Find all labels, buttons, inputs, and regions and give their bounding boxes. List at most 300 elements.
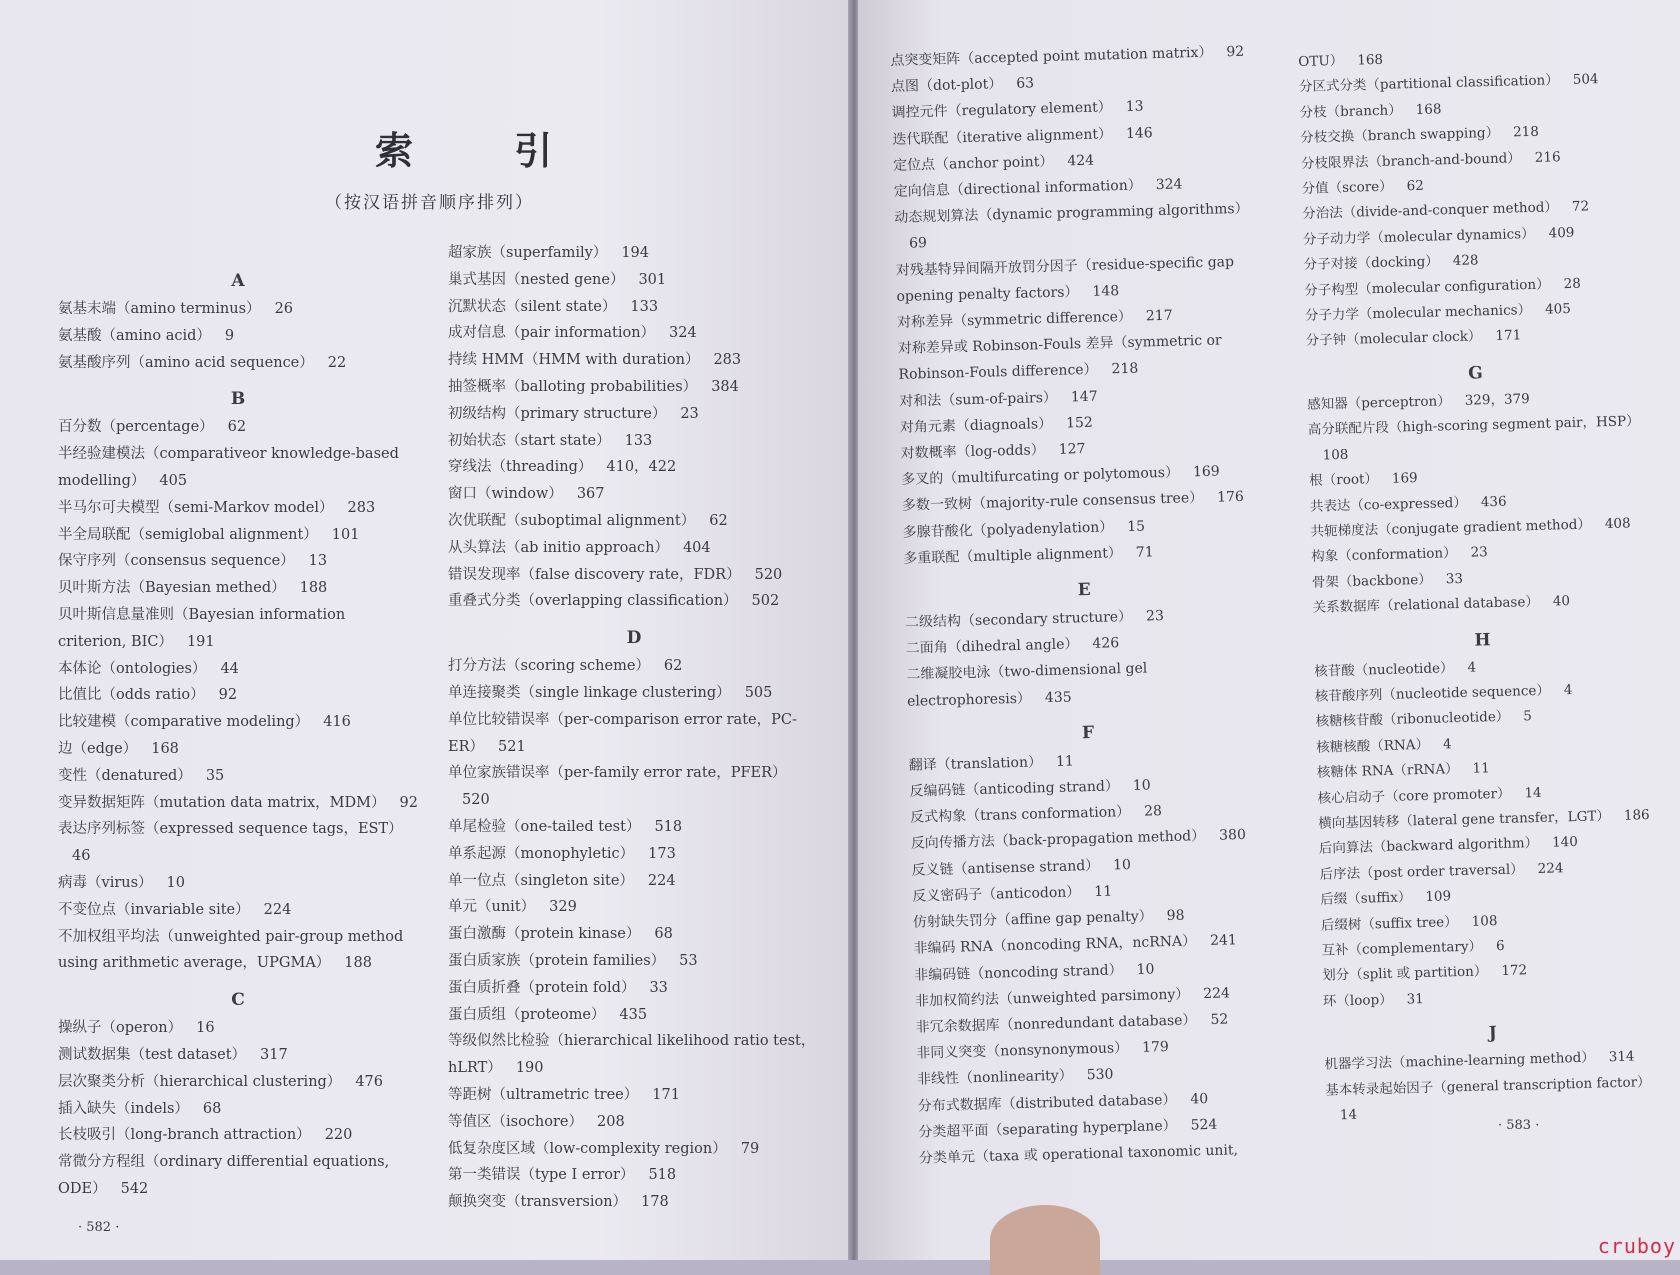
entry-page: 518 — [654, 819, 682, 835]
section-letter: E — [904, 562, 1265, 609]
index-entry — [448, 948, 820, 975]
entry-page: 11 — [1056, 753, 1074, 769]
entry-page: 31 — [1406, 991, 1424, 1007]
index-title: 索 引 — [375, 120, 596, 175]
entry-term: 翻译（translation） — [909, 754, 1043, 773]
entry-term: 二维凝胶电泳（two-dimensional gel electrophoresis） — [906, 661, 1147, 709]
index-column-2 — [448, 240, 820, 1216]
index-entry — [448, 894, 820, 921]
entry-term: 成对信息（pair information） — [448, 325, 655, 341]
entry-page: 109 — [1425, 888, 1451, 905]
index-entry — [448, 1082, 820, 1109]
index-entry — [448, 1189, 820, 1216]
entry-page: 146 — [1126, 125, 1153, 142]
entry-term: 非编码 RNA（noncoding RNA，ncRNA） — [913, 934, 1196, 957]
entry-term: 分子构型（molecular configuration） — [1304, 276, 1550, 298]
entry-term: 初始状态（start state） — [448, 433, 611, 449]
index-entry — [58, 522, 418, 549]
entry-term: 变性（denatured） — [58, 768, 192, 784]
index-entry — [894, 196, 1255, 258]
index-entry — [58, 414, 418, 441]
entry-term: 定位点（anchor point） — [893, 154, 1054, 174]
entry-page: 72 — [1572, 199, 1590, 215]
entry-page: 68 — [203, 1101, 221, 1117]
entry-term: 后向算法（backward algorithm） — [1319, 835, 1539, 857]
entry-page: 186 — [1624, 807, 1650, 824]
index-column-4 — [1298, 41, 1664, 1129]
entry-page: 22 — [328, 355, 346, 371]
entry-term: 后缀（suffix） — [1320, 890, 1412, 908]
entry-term: 初级结构（primary structure） — [448, 406, 666, 422]
index-entry — [58, 656, 418, 683]
entry-page: 384 — [711, 379, 739, 395]
entry-page: 179 — [1142, 1039, 1169, 1056]
entry-term: 单位比较错误率（per-comparison error rate，PC-ER） — [448, 712, 797, 755]
entry-term: 单连接聚类（single linkage clustering） — [448, 685, 731, 701]
index-entry — [448, 240, 820, 267]
entry-page: 324 — [669, 325, 697, 341]
entry-term: 分类超平面（separating hyperplane） — [918, 1118, 1177, 1141]
entry-page: 224 — [1537, 860, 1563, 877]
index-entry — [58, 736, 418, 763]
entry-page: 14 — [1340, 1107, 1358, 1123]
entry-term: 分枝限界法（branch-and-bound） — [1301, 150, 1521, 172]
entry-page: 10 — [1133, 778, 1151, 794]
entry-page: 424 — [1067, 153, 1094, 170]
entry-term: 持续 HMM（HMM with duration） — [448, 352, 699, 368]
entry-page: 524 — [1190, 1117, 1217, 1134]
entry-page: 416 — [323, 714, 351, 730]
entry-page: 16 — [196, 1020, 214, 1036]
entry-term: 氨基酸（amino acid） — [58, 328, 211, 344]
entry-page: 241 — [1210, 933, 1237, 950]
index-entry — [58, 495, 418, 522]
entry-page: 520 — [755, 567, 783, 583]
left-page-number: · 582 · — [78, 1220, 119, 1235]
entry-term: 长枝吸引（long-branch attraction） — [58, 1127, 311, 1143]
entry-term: 抽签概率（balloting probabilities） — [448, 379, 697, 395]
index-entry — [448, 680, 820, 707]
entry-page: 435 — [1045, 689, 1072, 706]
index-entry — [448, 841, 820, 868]
entry-term: 根（root） — [1309, 471, 1378, 489]
index-entry — [58, 575, 418, 602]
entry-page: 33 — [649, 980, 667, 996]
entry-term: 分子钟（molecular clock） — [1305, 329, 1481, 350]
entry-term: 等距树（ultrametric tree） — [448, 1087, 638, 1103]
entry-page: 71 — [1136, 544, 1154, 560]
entry-page: 62 — [1406, 178, 1424, 194]
entry-page: 69 — [909, 236, 927, 252]
entry-term: 比较建模（comparative modeling） — [58, 714, 309, 730]
entry-term: 多重联配（multiple alignment） — [903, 545, 1122, 567]
index-entry — [58, 441, 418, 495]
entry-page: 92 — [1226, 44, 1244, 60]
entry-page: 329 — [549, 899, 577, 915]
index-entry — [58, 548, 418, 575]
entry-page: 62 — [228, 419, 246, 435]
right-page-number: · 583 · — [1498, 1118, 1539, 1133]
entry-term: 非同义突变（nonsynonymous） — [916, 1040, 1128, 1062]
section-letter: C — [58, 977, 418, 1015]
entry-page: 4 — [1443, 736, 1452, 752]
entry-term: 蛋白质家族（protein families） — [448, 953, 665, 969]
entry-page: 224 — [1203, 985, 1230, 1002]
entry-page: 188 — [300, 580, 328, 596]
thumb — [990, 1205, 1100, 1275]
index-entry — [448, 1162, 820, 1189]
entry-page: 172 — [1501, 963, 1527, 980]
entry-term: 病毒（virus） — [58, 875, 153, 891]
entry-term: 分区式分类（partitional classification） — [1299, 73, 1559, 96]
entry-page: 10 — [1136, 961, 1154, 977]
index-entry — [906, 653, 1267, 715]
entry-term: 沉默状态（silent state） — [448, 299, 616, 315]
entry-page: 404 — [683, 540, 711, 556]
index-entry — [448, 760, 820, 814]
entry-page: 216 — [1535, 149, 1561, 166]
entry-page: 171 — [1495, 328, 1521, 345]
entry-page: 5 — [1523, 708, 1532, 724]
index-entry — [58, 1042, 418, 1069]
index-entry — [448, 707, 820, 761]
index-entry — [58, 924, 418, 978]
entry-term: 分治法（divide-and-conquer method） — [1302, 200, 1558, 223]
entry-term: 穿线法（threading） — [448, 459, 592, 475]
entry-term: 分子力学（molecular mechanics） — [1305, 302, 1532, 324]
entry-page: 127 — [1059, 441, 1086, 458]
entry-page: 9 — [225, 328, 234, 344]
entry-term: 多数一致树（majority-rule consensus tree） — [902, 490, 1204, 514]
entry-term: 等值区（isochore） — [448, 1114, 583, 1130]
index-column-3 — [890, 39, 1279, 1172]
entry-term: 不变位点（invariable site） — [58, 902, 250, 918]
entry-term: 低复杂度区域（low-complexity region） — [448, 1141, 727, 1157]
entry-term: 关系数据库（relational database） — [1312, 594, 1539, 616]
index-entry — [58, 763, 418, 790]
entry-term: 半全局联配（semiglobal alignment） — [58, 527, 318, 543]
entry-term: 后缀树（suffix tree） — [1321, 914, 1458, 934]
entry-page: 140 — [1552, 834, 1578, 851]
entry-term: 仿射缺失罚分（affine gap penalty） — [913, 909, 1153, 931]
index-entry — [58, 682, 418, 709]
entry-page: 380 — [1219, 827, 1246, 844]
entry-page: 218 — [1513, 124, 1539, 141]
entry-term: 不加权组平均法（unweighted pair-group method using arithmetic average，UPGMA） — [58, 929, 403, 972]
entry-page: 28 — [1563, 275, 1581, 291]
entry-term: 非加权简约法（unweighted parsimony） — [915, 986, 1190, 1009]
section-letter: F — [907, 705, 1268, 752]
entry-term: 共轭梯度法（conjugate gradient method） — [1310, 516, 1591, 539]
entry-page: 217 — [1146, 308, 1173, 325]
entry-term: 次优联配（suboptimal alignment） — [448, 513, 695, 529]
entry-page: 283 — [348, 500, 376, 516]
index-entry — [58, 296, 418, 323]
entry-page: 6 — [1496, 938, 1505, 954]
index-entry — [448, 294, 820, 321]
entry-term: 重叠式分类（overlapping classification） — [448, 593, 738, 609]
entry-page: 518 — [648, 1167, 676, 1183]
entry-page: 367 — [577, 486, 605, 502]
entry-term: 氨基末端（amino terminus） — [58, 301, 261, 317]
entry-page: 208 — [597, 1114, 625, 1130]
index-entry — [58, 602, 418, 656]
entry-page: 178 — [641, 1194, 669, 1210]
index-entry — [448, 653, 820, 680]
entry-page: 502 — [752, 593, 780, 609]
entry-term: 骨架（backbone） — [1312, 571, 1432, 590]
entry-page: 13 — [309, 553, 327, 569]
index-entry — [448, 401, 820, 428]
index-entry — [448, 975, 820, 1002]
entry-term: 本体论（ontologies） — [58, 661, 206, 677]
entry-term: 单元（unit） — [448, 899, 535, 915]
entry-page: 26 — [275, 301, 293, 317]
entry-page: 14 — [1524, 784, 1542, 800]
entry-page: 435 — [619, 1007, 647, 1023]
entry-page: 108 — [1471, 913, 1497, 930]
entry-term: 分子动力学（molecular dynamics） — [1303, 226, 1535, 248]
entry-page: 220 — [325, 1127, 353, 1143]
entry-term: 非冗余数据库（nonredundant database） — [915, 1012, 1196, 1035]
entry-term: 构象（conformation） — [1311, 545, 1457, 565]
section-letter: D — [448, 615, 820, 653]
entry-page: 33 — [1446, 571, 1464, 587]
entry-term: 动态规划算法（dynamic programming algorithms） — [894, 201, 1249, 226]
index-entry — [448, 347, 820, 374]
entry-page: 542 — [121, 1181, 149, 1197]
entry-term: 核苷酸序列（nucleotide sequence） — [1315, 683, 1550, 705]
entry-page: 147 — [1071, 388, 1098, 405]
index-column-1 — [58, 258, 418, 1203]
entry-page: 62 — [664, 658, 682, 674]
entry-page: 133 — [630, 299, 658, 315]
entry-term: 感知器（perceptron） — [1307, 393, 1451, 413]
entry-term: 对残基特异间隔开放罚分因子（residue-specific gap opening penalty factors） — [896, 254, 1235, 305]
entry-term: 错误发现率（false discovery rate，FDR） — [448, 567, 741, 583]
entry-page: 13 — [1126, 99, 1144, 115]
entry-term: 单位家族错误率（per-family error rate，PFER） — [448, 765, 787, 781]
index-entry — [58, 1122, 418, 1149]
entry-page: 194 — [621, 245, 649, 261]
entry-term: 蛋白质折叠（protein fold） — [448, 980, 635, 996]
entry-term: 核糖核酸（RNA） — [1316, 737, 1429, 756]
entry-term: 二级结构（secondary structure） — [905, 609, 1132, 631]
entry-page: 426 — [1092, 635, 1119, 652]
entry-page: 168 — [151, 741, 179, 757]
entry-term: 从头算法（ab initio approach） — [448, 540, 669, 556]
entry-page: 410，422 — [606, 459, 676, 475]
entry-page: 10 — [167, 875, 185, 891]
entry-term: 测试数据集（test dataset） — [58, 1047, 246, 1063]
entry-page: 11 — [1094, 883, 1112, 899]
entry-term: 超家族（superfamily） — [448, 245, 607, 261]
entry-page: 53 — [679, 953, 697, 969]
index-entry — [448, 921, 820, 948]
entry-page: 92 — [400, 795, 418, 811]
section-letter: B — [58, 376, 418, 414]
entry-page: 224 — [264, 902, 292, 918]
entry-term: 反式构象（trans conformation） — [910, 804, 1130, 826]
index-entry — [58, 323, 418, 350]
entry-page: 23 — [1470, 545, 1488, 561]
entry-page: 408 — [1605, 515, 1631, 532]
entry-term: 单一位点（singleton site） — [448, 873, 634, 889]
entry-page: 171 — [652, 1087, 680, 1103]
entry-page: 23 — [680, 406, 698, 422]
entry-term: 贝叶斯方法（Bayesian methed） — [58, 580, 286, 596]
entry-term: 分值（score） — [1301, 179, 1392, 197]
entry-term: 后序法（post order traversal） — [1319, 861, 1524, 882]
entry-term: 分枝交换（branch swapping） — [1300, 125, 1499, 146]
entry-term: 比值比（odds ratio） — [58, 687, 205, 703]
index-entry — [58, 1069, 418, 1096]
entry-page: 301 — [638, 272, 666, 288]
entry-term: 非编码链（noncoding strand） — [914, 962, 1123, 983]
entry-page: 190 — [516, 1060, 544, 1076]
entry-page: 224 — [648, 873, 676, 889]
entry-page: 314 — [1609, 1049, 1635, 1066]
entry-term: 核糖核苷酸（ribonucleotide） — [1315, 709, 1509, 730]
section-letter: J — [1323, 1006, 1662, 1053]
index-entry — [448, 508, 820, 535]
entry-page: 11 — [1472, 760, 1490, 776]
entry-term: 表达序列标签（expressed sequence tags，EST） — [58, 821, 403, 837]
index-entry — [58, 1149, 418, 1203]
section-letter: G — [1306, 346, 1645, 393]
entry-term: 互补（complementary） — [1321, 938, 1482, 958]
entry-page: 530 — [1087, 1067, 1114, 1084]
index-entry — [448, 267, 820, 294]
index-entry — [898, 327, 1259, 389]
entry-page: 409 — [1548, 225, 1574, 242]
entry-page: 28 — [1144, 803, 1162, 819]
entry-term: 二面角（dihedral angle） — [906, 637, 1079, 658]
entry-page: 79 — [741, 1141, 759, 1157]
entry-term: 巢式基因（nested gene） — [448, 272, 624, 288]
entry-term: 颠换突变（transversion） — [448, 1194, 627, 1210]
entry-term: 第一类错误（type I error） — [448, 1167, 634, 1183]
entry-term: 等级似然比检验（hierarchical likelihood ratio test，hLRT） — [448, 1033, 815, 1076]
entry-page: 169 — [1193, 464, 1220, 481]
entry-page: 152 — [1066, 415, 1093, 432]
entry-term: 对称差异或 Robinson-Fouls 差异（symmetric or Robinson-Fouls difference） — [898, 333, 1222, 384]
entry-term: 反编码链（anticoding strand） — [909, 778, 1119, 799]
entry-page: 436 — [1481, 493, 1507, 510]
entry-term: 分子对接（docking） — [1303, 254, 1439, 274]
entry-term: 基本转录起始因子（general transcription factor） — [1325, 1074, 1651, 1099]
entry-page: 15 — [1127, 518, 1145, 534]
entry-page: 4 — [1564, 682, 1573, 698]
entry-page: 40 — [1553, 593, 1571, 609]
index-entry — [448, 320, 820, 347]
entry-term: 划分（split 或 partition） — [1322, 964, 1488, 984]
index-entry — [448, 374, 820, 401]
entry-term: 横向基因转移（lateral gene transfer，LGT） — [1318, 808, 1610, 832]
entry-page: 317 — [260, 1047, 288, 1063]
entry-term: 多叉的（multifurcating or polytomous） — [901, 465, 1179, 488]
index-entry — [1325, 1069, 1664, 1129]
entry-page: 108 — [1322, 447, 1348, 464]
entry-term: 分枝（branch） — [1299, 102, 1401, 121]
entry-page: 504 — [1573, 72, 1599, 89]
entry-page: 10 — [1113, 857, 1131, 873]
index-entry — [448, 562, 820, 589]
entry-term: 蛋白质组（proteome） — [448, 1007, 605, 1023]
index-subtitle: （按汉语拼音顺序排列） — [325, 188, 534, 213]
entry-term: 调控元件（regulatory element） — [892, 100, 1112, 122]
index-entry — [58, 350, 418, 377]
entry-term: 对和法（sum-of-pairs） — [899, 389, 1057, 409]
entry-page: 191 — [187, 634, 215, 650]
entry-term: 非线性（nonlinearity） — [917, 1068, 1073, 1088]
index-entry — [58, 816, 418, 870]
index-entry — [58, 870, 418, 897]
entry-term: 点突变矩阵（accepted point mutation matrix） — [890, 45, 1212, 69]
entry-page: 324 — [1156, 176, 1183, 193]
entry-term: 半马尔可夫模型（semi-Markov model） — [58, 500, 334, 516]
entry-term: 半经验建模法（comparativeor knowledge-based modelling） — [58, 446, 399, 489]
entry-page: 133 — [625, 433, 653, 449]
index-entry — [448, 1136, 820, 1163]
index-entry — [448, 814, 820, 841]
entry-page: 520 — [462, 792, 490, 808]
entry-page: 283 — [713, 352, 741, 368]
entry-term: 氨基酸序列（amino acid sequence） — [58, 355, 314, 371]
entry-term: 单系起源（monophyletic） — [448, 846, 634, 862]
entry-page: 168 — [1415, 101, 1441, 118]
entry-page: 40 — [1190, 1091, 1208, 1107]
section-letter: H — [1313, 612, 1652, 659]
entry-term: 高分联配片段（high-scoring segment pair，HSP） — [1308, 413, 1640, 438]
entry-term: 蛋白激酶（protein kinase） — [448, 926, 640, 942]
entry-page: 98 — [1166, 908, 1184, 924]
entry-page: 44 — [220, 661, 238, 677]
entry-term: 打分方法（scoring scheme） — [448, 658, 650, 674]
entry-term: 反义链（antisense strand） — [911, 857, 1099, 878]
entry-page: 505 — [745, 685, 773, 701]
index-entry — [448, 454, 820, 481]
index-entry — [448, 428, 820, 455]
entry-term: 保守序列（consensus sequence） — [58, 553, 295, 569]
entry-page: 63 — [1016, 75, 1034, 91]
entry-term: 核糖体 RNA（rRNA） — [1317, 761, 1459, 781]
entry-term: 分布式数据库（distributed database） — [917, 1091, 1176, 1114]
entry-term: 插入缺失（indels） — [58, 1101, 189, 1117]
entry-term: 百分数（percentage） — [58, 419, 214, 435]
entry-page: 46 — [72, 848, 90, 864]
entry-term: 核苷酸（nucleotide） — [1314, 660, 1454, 680]
entry-page: 169 — [1392, 470, 1418, 487]
index-entry — [448, 588, 820, 615]
entry-term: 反向传播方法（back-propagation method） — [911, 829, 1206, 853]
index-entry — [58, 897, 418, 924]
entry-term: 操纵子（operon） — [58, 1020, 182, 1036]
index-entry — [448, 868, 820, 895]
index-entry — [58, 1015, 418, 1042]
entry-page: 35 — [206, 768, 224, 784]
entry-page: 148 — [1092, 283, 1119, 300]
entry-term: 共表达（co-expressed） — [1310, 494, 1467, 514]
entry-term: 边（edge） — [58, 741, 137, 757]
entry-term: 多腺苷酸化（polyadenylation） — [902, 519, 1113, 541]
index-entry — [58, 1096, 418, 1123]
entry-page: 405 — [1545, 301, 1571, 318]
entry-term: 单尾检验（one-tailed test） — [448, 819, 640, 835]
index-entry — [58, 709, 418, 736]
entry-term: 点图（dot-plot） — [891, 76, 1003, 95]
index-entry — [448, 1002, 820, 1029]
